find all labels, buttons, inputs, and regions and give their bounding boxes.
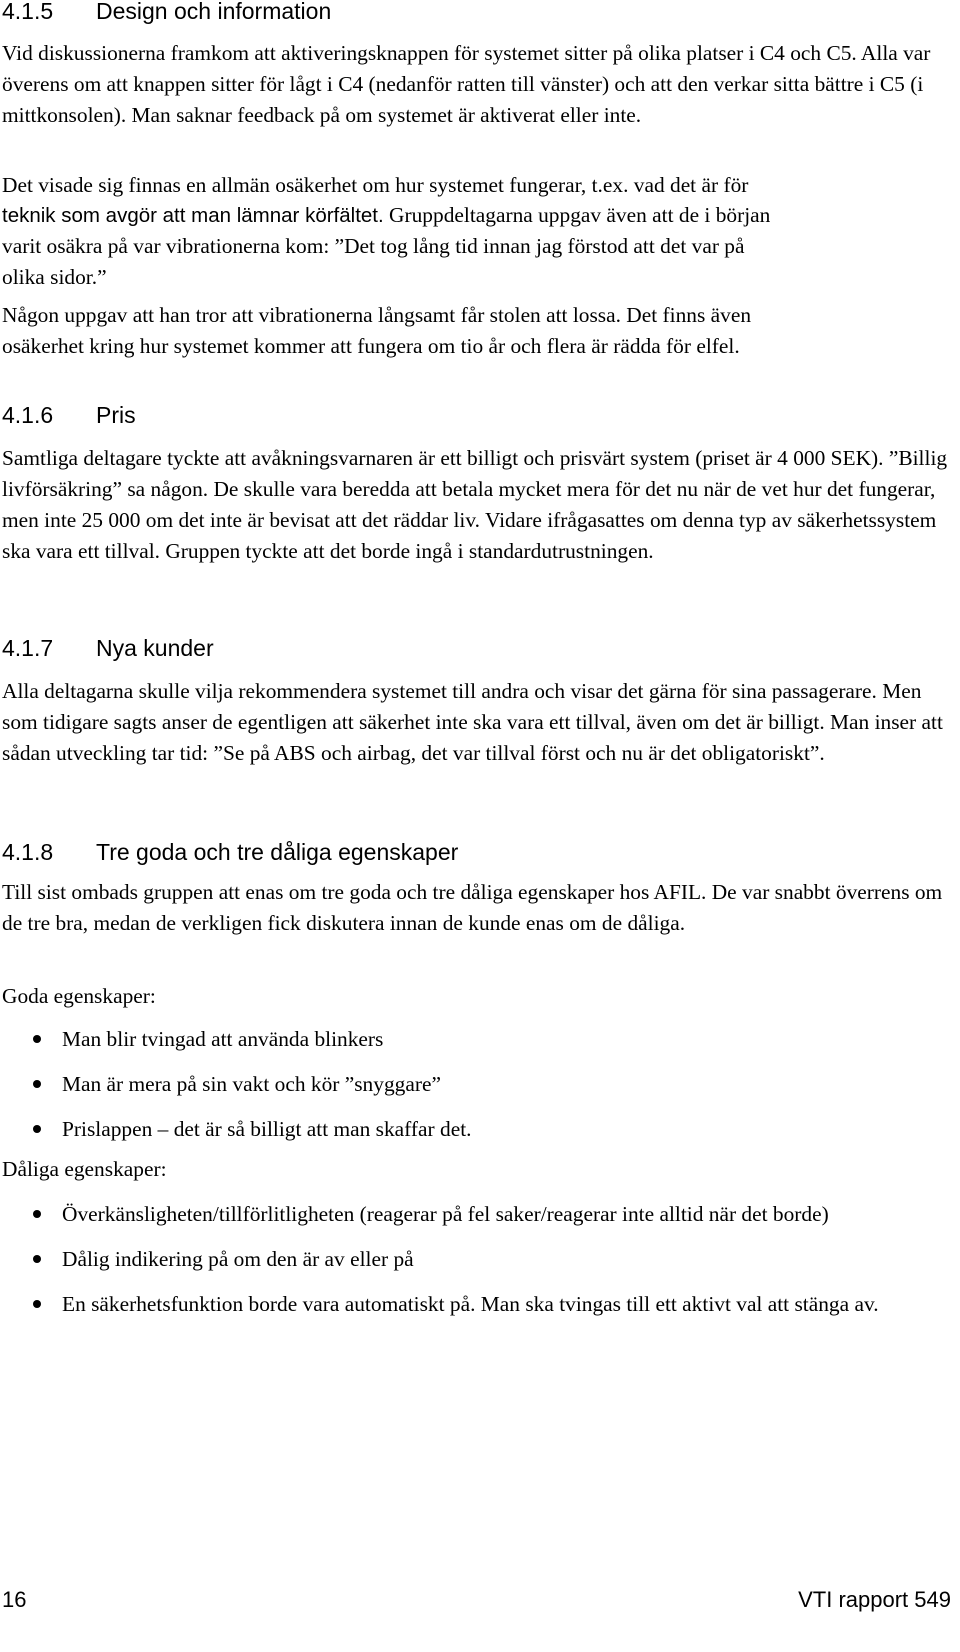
paragraph-line: Någon uppgav att han tror att vibrationerna långsamt får stolen att lossa. Det finns även: [2, 303, 752, 327]
bullet-icon: [33, 1035, 41, 1043]
list-item: [0, 1069, 960, 1100]
paragraph: Alla deltagarna skulle vilja rekommendera systemet till andra och visar det gärna för sina passagerare. Men som tidigare sagts anser de egentligen att säkerhet inte ska vara ett tillval, även om det är billigt. Man inser att sådan utveckling tar tid: ”Se på ABS och airbag, det var tillval först och nu är det obligatoriskt”.: [2, 679, 943, 765]
section-heading-4-1-5: [2, 0, 331, 25]
section-number: 4.1.7: [2, 635, 54, 661]
paragraph: Vid diskussionerna framkom att aktiveringsknappen för systemet sitter på olika platser i C4 och C5. Alla var överens om att knappen sitter för lågt i C4 (nedanför ratten till vänster) och att den verkar sitta bättre i C5 (i mittkonsolen). Man saknar feedback på om systemet är aktiverat eller inte.: [2, 41, 931, 127]
bad-properties-list: [0, 1199, 960, 1320]
list-item: [0, 1199, 960, 1230]
paragraph-line: varit osäkra på var vibrationerna kom: ”Det tog lång tid innan jag förstod att det var på: [2, 234, 745, 258]
page-number: 16: [2, 1587, 27, 1612]
list-label-good: Goda egenskaper:: [2, 984, 156, 1008]
section-title: Design och information: [96, 0, 332, 24]
paragraph-line: [2, 200, 952, 231]
section-number: 4.1.6: [2, 402, 54, 428]
section-number: 4.1.5: [2, 0, 54, 24]
bullet-icon: [33, 1255, 41, 1263]
paragraph: Till sist ombads gruppen att enas om tre goda och tre dåliga egenskaper hos AFIL. De var snabbt överrens om de tre bra, medan de verkligen fick diskutera innan de kunde enas om de dåliga.: [2, 880, 943, 935]
list-item: [0, 1024, 960, 1055]
section-number: 4.1.8: [2, 839, 54, 865]
paragraph-line: olika sidor.”: [2, 265, 107, 289]
section-title: Tre goda och tre dåliga egenskaper: [96, 839, 459, 865]
list-item-text: Dålig indikering på om den är av eller på: [62, 1247, 414, 1271]
list-item: [0, 1114, 960, 1145]
list-item-text: Man blir tvingad att använda blinkers: [62, 1027, 384, 1051]
paragraph: Samtliga deltagare tyckte att avåkningsvarnaren är ett billigt och prisvärt system (priset är 4 000 SEK). ”Billig livförsäkring” sa någon. De skulle vara beredda att betala mycket mera för det nu när de vet hur det fungerar, men inte 25 000 om det inte är bevisat att det räddar liv. Vidare ifrågasattes om denna typ av säkerhetssystem ska vara ett tillval. Gruppen tyckte att det borde ingå i standardutrustningen.: [2, 446, 948, 563]
list-item: [0, 1289, 960, 1320]
bullet-icon: [33, 1125, 41, 1133]
list-item: [0, 1244, 960, 1275]
bullet-icon: [33, 1300, 41, 1308]
list-item-text: Överkänsligheten/tillförlitligheten (reagerar på fel saker/reagerar inte alltid när det borde): [62, 1202, 829, 1226]
bullet-icon: [33, 1210, 41, 1218]
section-heading-4-1-8: [2, 838, 458, 866]
section-title: Pris: [96, 402, 136, 428]
section-heading-4-1-6: [2, 401, 136, 429]
section-title: Nya kunder: [96, 635, 214, 661]
list-item-text: Man är mera på sin vakt och kör ”snyggare”: [62, 1072, 441, 1096]
section-heading-4-1-7: [2, 634, 214, 662]
list-item-text: En säkerhetsfunktion borde vara automatiskt på. Man ska tvingas till ett aktivt val att stänga av.: [62, 1292, 879, 1316]
bullet-icon: [33, 1080, 41, 1088]
good-properties-list: [0, 1024, 960, 1145]
list-label-bad: Dåliga egenskaper:: [2, 1157, 167, 1181]
paragraph-line-part: Gruppdeltagarna uppgav även att de i början: [383, 203, 771, 227]
list-item-text: Prislappen – det är så billigt att man skaffar det.: [62, 1117, 472, 1141]
paragraph-line-part: teknik som avgör att man lämnar körfältet.: [2, 204, 384, 227]
paragraph-line: osäkerhet kring hur systemet kommer att fungera om tio år och flera är rädda för elfel.: [2, 334, 740, 358]
paragraph-line: Det visade sig finnas en allmän osäkerhet om hur systemet fungerar, t.ex. vad det är för: [2, 173, 749, 197]
report-name: VTI rapport 549: [798, 1587, 951, 1612]
